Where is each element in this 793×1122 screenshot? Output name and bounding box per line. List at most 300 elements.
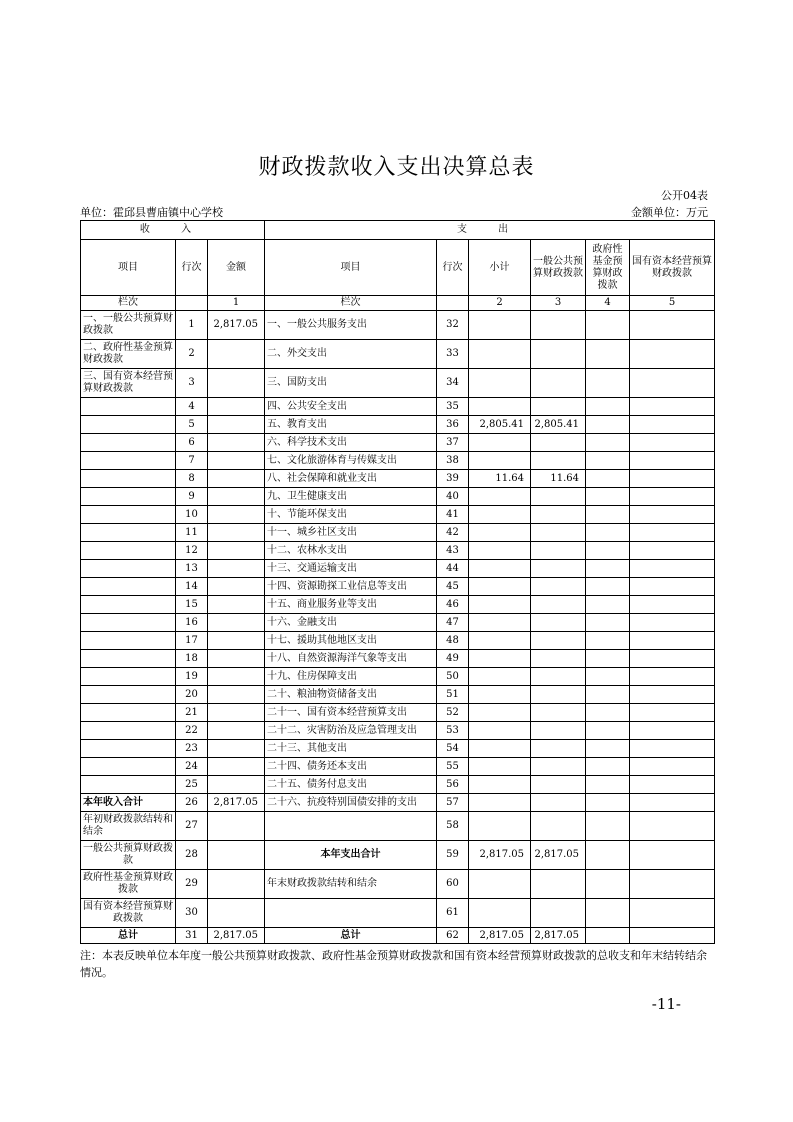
income-group-header: 收 入 [81,221,265,240]
table-row [81,542,715,560]
expense-subtotal [469,434,531,452]
income-amount [208,340,265,369]
table-row [81,506,715,524]
income-amount [208,740,265,758]
fiscal-summary-table [80,220,715,944]
column-index-3: 3 [531,296,586,311]
expense-line: 55 [437,758,469,776]
income-amount [208,524,265,542]
income-item [81,542,176,560]
table-row [81,704,715,722]
column-index-row [81,296,715,311]
expense-general [531,340,586,369]
income-total-amount: 2,817.05 [208,928,265,944]
expense-general [531,668,586,686]
expense-gov-fund [586,434,630,452]
income-line: 13 [176,560,208,578]
income-amount [208,870,265,899]
expense-total-label: 本年支出合计 [265,841,437,870]
expense-subtotal [469,311,531,340]
expense-line: 38 [437,452,469,470]
expense-gov-fund [586,369,630,398]
table-row [81,416,715,434]
expense-gov-fund [586,794,630,812]
expense-gov-fund [586,722,630,740]
expense-gov-fund [586,452,630,470]
expense-subtotal [469,740,531,758]
income-item: 政府性基金预算财政拨款 [81,870,176,899]
income-line: 29 [176,870,208,899]
expense-item: 七、文化旅游体育与传媒支出 [265,452,437,470]
expense-item: 十二、农林水支出 [265,542,437,560]
income-amount [208,488,265,506]
expense-line: 47 [437,614,469,632]
expense-state-capital [630,524,715,542]
income-item [81,722,176,740]
expense-state-capital [630,578,715,596]
expense-state-capital [630,506,715,524]
expense-state-capital [630,542,715,560]
income-amount [208,686,265,704]
expense-item [265,812,437,841]
table-row [81,614,715,632]
expense-general [531,506,586,524]
table-row [81,758,715,776]
expense-line: 53 [437,722,469,740]
income-line: 8 [176,470,208,488]
expense-state-capital [630,722,715,740]
expense-gov-fund [586,524,630,542]
expense-line: 44 [437,560,469,578]
expense-general [531,722,586,740]
col-header-gov-fund: 政府性基金预算财政拨款 [586,240,630,296]
expense-line: 48 [437,632,469,650]
income-line: 26 [176,794,208,812]
expense-general [531,794,586,812]
expense-subtotal [469,524,531,542]
table-row [81,578,715,596]
table-row [81,870,715,899]
expense-gov-fund [586,704,630,722]
expense-line: 60 [437,870,469,899]
table-row [81,560,715,578]
income-item [81,524,176,542]
income-line: 27 [176,812,208,841]
expense-state-capital [630,776,715,794]
income-line: 11 [176,524,208,542]
income-line: 18 [176,650,208,668]
table-row [81,812,715,841]
expense-line: 45 [437,578,469,596]
income-item [81,452,176,470]
expense-subtotal [469,776,531,794]
income-item [81,758,176,776]
expense-state-capital [630,340,715,369]
expense-line: 39 [437,470,469,488]
expense-general [531,776,586,794]
expense-state-capital [630,596,715,614]
expense-line: 61 [437,899,469,928]
expense-item: 十七、援助其他地区支出 [265,632,437,650]
expense-line: 54 [437,740,469,758]
expense-subtotal [469,488,531,506]
column-index-blank [176,296,208,311]
col-header-amount: 金额 [208,240,265,296]
table-row [81,686,715,704]
expense-subtotal [469,614,531,632]
expense-subtotal: 2,817.05 [469,841,531,870]
column-index-label: 栏次 [81,296,176,311]
expense-item: 二十一、国有资本经营预算支出 [265,704,437,722]
col-header-line-no: 行次 [176,240,208,296]
income-amount [208,506,265,524]
income-total-label: 总计 [81,928,176,944]
expense-gov-fund [586,740,630,758]
expense-item: 十九、住房保障支出 [265,668,437,686]
expense-general [531,614,586,632]
expense-line: 42 [437,524,469,542]
income-line: 20 [176,686,208,704]
expense-item: 二十三、其他支出 [265,740,437,758]
expense-state-capital [630,740,715,758]
income-item [81,560,176,578]
expense-total-general: 2,817.05 [531,928,586,944]
income-amount: 2,817.05 [208,794,265,812]
expense-line: 43 [437,542,469,560]
expense-subtotal [469,650,531,668]
expense-subtotal [469,578,531,596]
expense-gov-fund [586,578,630,596]
table-row [81,740,715,758]
expense-item: 二十、粮油物资储备支出 [265,686,437,704]
expense-general: 2,805.41 [531,416,586,434]
column-index-blank [437,296,469,311]
unit-label: 单位：霍邱县曹庙镇中心学校 [80,206,223,219]
expense-line: 62 [437,928,469,944]
expense-item: 十六、金融支出 [265,614,437,632]
expense-subtotal [469,340,531,369]
income-amount [208,542,265,560]
expense-general [531,311,586,340]
income-amount [208,596,265,614]
header-group-row [81,221,715,240]
expense-line: 57 [437,794,469,812]
expense-general [531,578,586,596]
income-line: 23 [176,740,208,758]
expense-item: 十四、资源勘探工业信息等支出 [265,578,437,596]
expense-item: 三、国防支出 [265,369,437,398]
table-row [81,398,715,416]
expense-gov-fund [586,776,630,794]
income-line: 22 [176,722,208,740]
expense-item: 八、社会保障和就业支出 [265,470,437,488]
total-row [81,928,715,944]
expense-subtotal [469,452,531,470]
expense-line: 58 [437,812,469,841]
income-item [81,398,176,416]
income-line: 30 [176,899,208,928]
expense-subtotal [469,686,531,704]
table-row [81,311,715,340]
expense-general [531,398,586,416]
expense-item: 六、科学技术支出 [265,434,437,452]
income-item [81,470,176,488]
expense-gov-fund [586,488,630,506]
table-row [81,776,715,794]
income-item: 一、一般公共预算财政拨款 [81,311,176,340]
expense-subtotal [469,704,531,722]
expense-subtotal [469,758,531,776]
income-item [81,704,176,722]
income-line: 17 [176,632,208,650]
expense-subtotal: 2,805.41 [469,416,531,434]
expense-item: 二十四、债务还本支出 [265,758,437,776]
expense-subtotal [469,506,531,524]
table-row [81,340,715,369]
expense-item: 四、公共安全支出 [265,398,437,416]
expense-state-capital [630,704,715,722]
table-row [81,524,715,542]
expense-line: 52 [437,704,469,722]
income-item [81,740,176,758]
expense-state-capital [630,398,715,416]
income-line: 5 [176,416,208,434]
income-item: 一般公共预算财政拨款 [81,841,176,870]
income-amount [208,776,265,794]
table-row [81,434,715,452]
income-line: 28 [176,841,208,870]
expense-line: 33 [437,340,469,369]
expense-general [531,369,586,398]
table-row [81,650,715,668]
income-item [81,632,176,650]
expense-general [531,560,586,578]
income-line: 24 [176,758,208,776]
expense-subtotal [469,632,531,650]
expense-line: 40 [437,488,469,506]
income-amount [208,758,265,776]
expense-line: 50 [437,668,469,686]
expense-line: 34 [437,369,469,398]
income-amount [208,899,265,928]
expense-item: 十五、商业服务业等支出 [265,596,437,614]
expense-state-capital [630,758,715,776]
expense-state-capital [630,686,715,704]
expense-gov-fund [586,416,630,434]
income-item [81,578,176,596]
income-line: 31 [176,928,208,944]
expense-gov-fund [586,614,630,632]
income-amount: 2,817.05 [208,311,265,340]
income-amount [208,434,265,452]
table-row [81,668,715,686]
expense-subtotal [469,560,531,578]
income-amount [208,650,265,668]
expense-general [531,524,586,542]
expense-state-capital [630,794,715,812]
expense-gov-fund [586,686,630,704]
form-code: 公开04表 [661,189,708,202]
income-amount [208,704,265,722]
income-line: 10 [176,506,208,524]
column-index-2: 2 [469,296,531,311]
expense-gov-fund [586,311,630,340]
expense-subtotal [469,722,531,740]
table-row [81,369,715,398]
expense-state-capital [630,452,715,470]
expense-item: 年末财政拨款结转和结余 [265,870,437,899]
table-row [81,899,715,928]
expense-item: 二十五、债务付息支出 [265,776,437,794]
table-row [81,722,715,740]
expense-line: 59 [437,841,469,870]
expense-item: 十三、交通运输支出 [265,560,437,578]
header-row [81,240,715,296]
expense-line: 37 [437,434,469,452]
page-title: 财政拨款收入支出决算总表 [258,155,535,180]
expense-gov-fund [586,632,630,650]
expense-state-capital [630,470,715,488]
expense-line: 56 [437,776,469,794]
expense-gov-fund [586,398,630,416]
income-item [81,488,176,506]
income-amount [208,812,265,841]
column-index-5: 5 [630,296,715,311]
expense-gov-fund [586,470,630,488]
income-line: 15 [176,596,208,614]
income-item: 年初财政拨款结转和结余 [81,812,176,841]
table-row [81,632,715,650]
income-line: 12 [176,542,208,560]
income-line: 9 [176,488,208,506]
expense-line: 41 [437,506,469,524]
income-amount [208,560,265,578]
income-line: 14 [176,578,208,596]
expense-line: 32 [437,311,469,340]
expense-line: 35 [437,398,469,416]
income-item [81,668,176,686]
table-row [81,596,715,614]
income-line: 25 [176,776,208,794]
income-item [81,776,176,794]
expense-state-capital [630,488,715,506]
income-line: 6 [176,434,208,452]
income-line: 4 [176,398,208,416]
column-index-label-right: 栏次 [265,296,437,311]
expense-gov-fund [586,560,630,578]
expense-item: 十八、自然资源海洋气象等支出 [265,650,437,668]
income-amount [208,614,265,632]
income-amount [208,722,265,740]
expense-general: 11.64 [531,470,586,488]
expense-total-subtotal: 2,817.05 [469,928,531,944]
expense-subtotal [469,794,531,812]
expense-group-header: 支 出 [265,221,715,240]
expense-state-capital [630,311,715,340]
expense-subtotal: 11.64 [469,470,531,488]
income-line: 2 [176,340,208,369]
expense-subtotal [469,668,531,686]
column-index-4: 4 [586,296,630,311]
expense-gov-fund [586,758,630,776]
income-amount [208,398,265,416]
column-index-1: 1 [208,296,265,311]
expense-general [531,596,586,614]
expense-general [531,488,586,506]
expense-gov-fund [586,340,630,369]
income-item [81,416,176,434]
expense-item: 二十六、抗疫特别国债安排的支出 [265,794,437,812]
expense-state-capital [630,650,715,668]
expense-general [531,686,586,704]
table-row [81,841,715,870]
expense-general [531,704,586,722]
income-line: 1 [176,311,208,340]
expense-general [531,650,586,668]
income-amount [208,470,265,488]
income-amount [208,841,265,870]
income-amount [208,632,265,650]
col-header-general-budget: 一般公共预算财政拨款 [531,240,586,296]
income-line: 16 [176,614,208,632]
col-header-item2: 项目 [265,240,437,296]
income-line: 7 [176,452,208,470]
expense-gov-fund [586,668,630,686]
income-amount [208,668,265,686]
expense-item: 二十二、灾害防治及应急管理支出 [265,722,437,740]
table-row [81,794,715,812]
expense-state-capital [630,632,715,650]
income-item: 三、国有资本经营预算财政拨款 [81,369,176,398]
expense-item: 十、节能环保支出 [265,506,437,524]
expense-gov-fund [586,650,630,668]
col-header-subtotal: 小计 [469,240,531,296]
expense-subtotal [469,542,531,560]
income-amount [208,452,265,470]
expense-state-capital [630,560,715,578]
income-item [81,650,176,668]
expense-item: 一、一般公共服务支出 [265,311,437,340]
expense-item [265,899,437,928]
expense-line: 49 [437,650,469,668]
expense-state-capital [630,668,715,686]
income-item [81,506,176,524]
expense-state-capital [630,369,715,398]
expense-gov-fund [586,506,630,524]
expense-subtotal [469,398,531,416]
expense-general [531,452,586,470]
col-header-item: 项目 [81,240,176,296]
expense-item: 九、卫生健康支出 [265,488,437,506]
income-line: 21 [176,704,208,722]
expense-general [531,542,586,560]
expense-general: 2,817.05 [531,841,586,870]
expense-item: 五、教育支出 [265,416,437,434]
expense-subtotal [469,369,531,398]
table-row [81,488,715,506]
income-line: 3 [176,369,208,398]
expense-general [531,632,586,650]
expense-subtotal [469,596,531,614]
expense-gov-fund [586,542,630,560]
expense-state-capital [630,434,715,452]
expense-gov-fund [586,596,630,614]
expense-state-capital [630,614,715,632]
income-item [81,596,176,614]
table-row [81,452,715,470]
expense-item: 十一、城乡社区支出 [265,524,437,542]
expense-total-label: 总计 [265,928,437,944]
